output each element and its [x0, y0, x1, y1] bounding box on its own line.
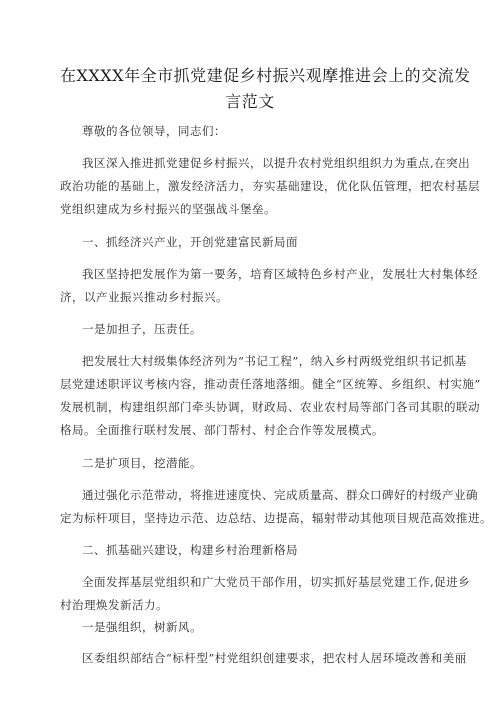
salutation: 尊敬的各位领导，同志们： — [82, 124, 226, 138]
paragraph-line: 全面发挥基层党组织和广大党员干部作用，切实抓好基层党建工作,促进乡 — [82, 575, 471, 589]
document-title-line-1: 在XXXX年全市抓党建促乡村振兴观摩推进会上的交流发 — [60, 66, 471, 85]
subheading: 一是强组织，树新风。 — [82, 620, 202, 634]
paragraph-line: 格局。全面推行联村发展、部门帮村、村企合作等发展模式。 — [60, 423, 384, 437]
paragraph-line: 党组织建成为乡村振兴的坚强战斗堡垒。 — [60, 202, 276, 216]
section-heading: 一、抓经济兴产业，开创党建富民新局面 — [82, 235, 298, 249]
paragraph-line: 济，以产业振兴推动乡村振兴。 — [60, 290, 228, 304]
paragraph-line: 区委组织部结合“标杆型”村党组织创建要求，把农村人居环境改善和美丽 — [82, 651, 467, 665]
document-title-line-2: 言范文 — [225, 92, 275, 111]
paragraph-line: 定为标杆项目，坚持边示范、边总结、边提高，辐射带动其他项目规范高效推进。 — [60, 511, 492, 525]
paragraph-line: 我区深入推进抓党建促乡村振兴，以提升农村党组织组织力为重点,在突出 — [82, 156, 471, 170]
paragraph-line: 层党建述职评议考核内容，推动责任落地落细。健全“区统筹、乡组织、村实施” — [60, 377, 481, 391]
paragraph-line: 发展机制，构建组织部门牵头协调，财政局、农业农村局等部门各司其职的联动 — [60, 400, 480, 414]
section-heading: 二、抓基础兴建设，构建乡村治理新格局 — [82, 543, 298, 557]
subheading: 一是加担子，压责任。 — [82, 322, 202, 336]
paragraph-line: 通过强化示范带动，将推进速度快、完成质量高、群众口碑好的村级产业确 — [82, 488, 478, 502]
subheading: 二是扩项目，挖潜能。 — [82, 456, 202, 470]
paragraph-line: 村治理焕发新活力。 — [60, 598, 168, 612]
paragraph-line: 把发展壮大村级集体经济列为“书记工程”，纳入乡村两级党组织书记抓基 — [82, 354, 467, 368]
paragraph-line: 政治功能的基础上，激发经济活力，夯实基础建设，优化队伍管理，把农村基层 — [60, 179, 480, 193]
paragraph-line: 我区坚持把发展作为第一要务，培育区域特色乡村产业，发展壮大村集体经 — [82, 267, 478, 281]
